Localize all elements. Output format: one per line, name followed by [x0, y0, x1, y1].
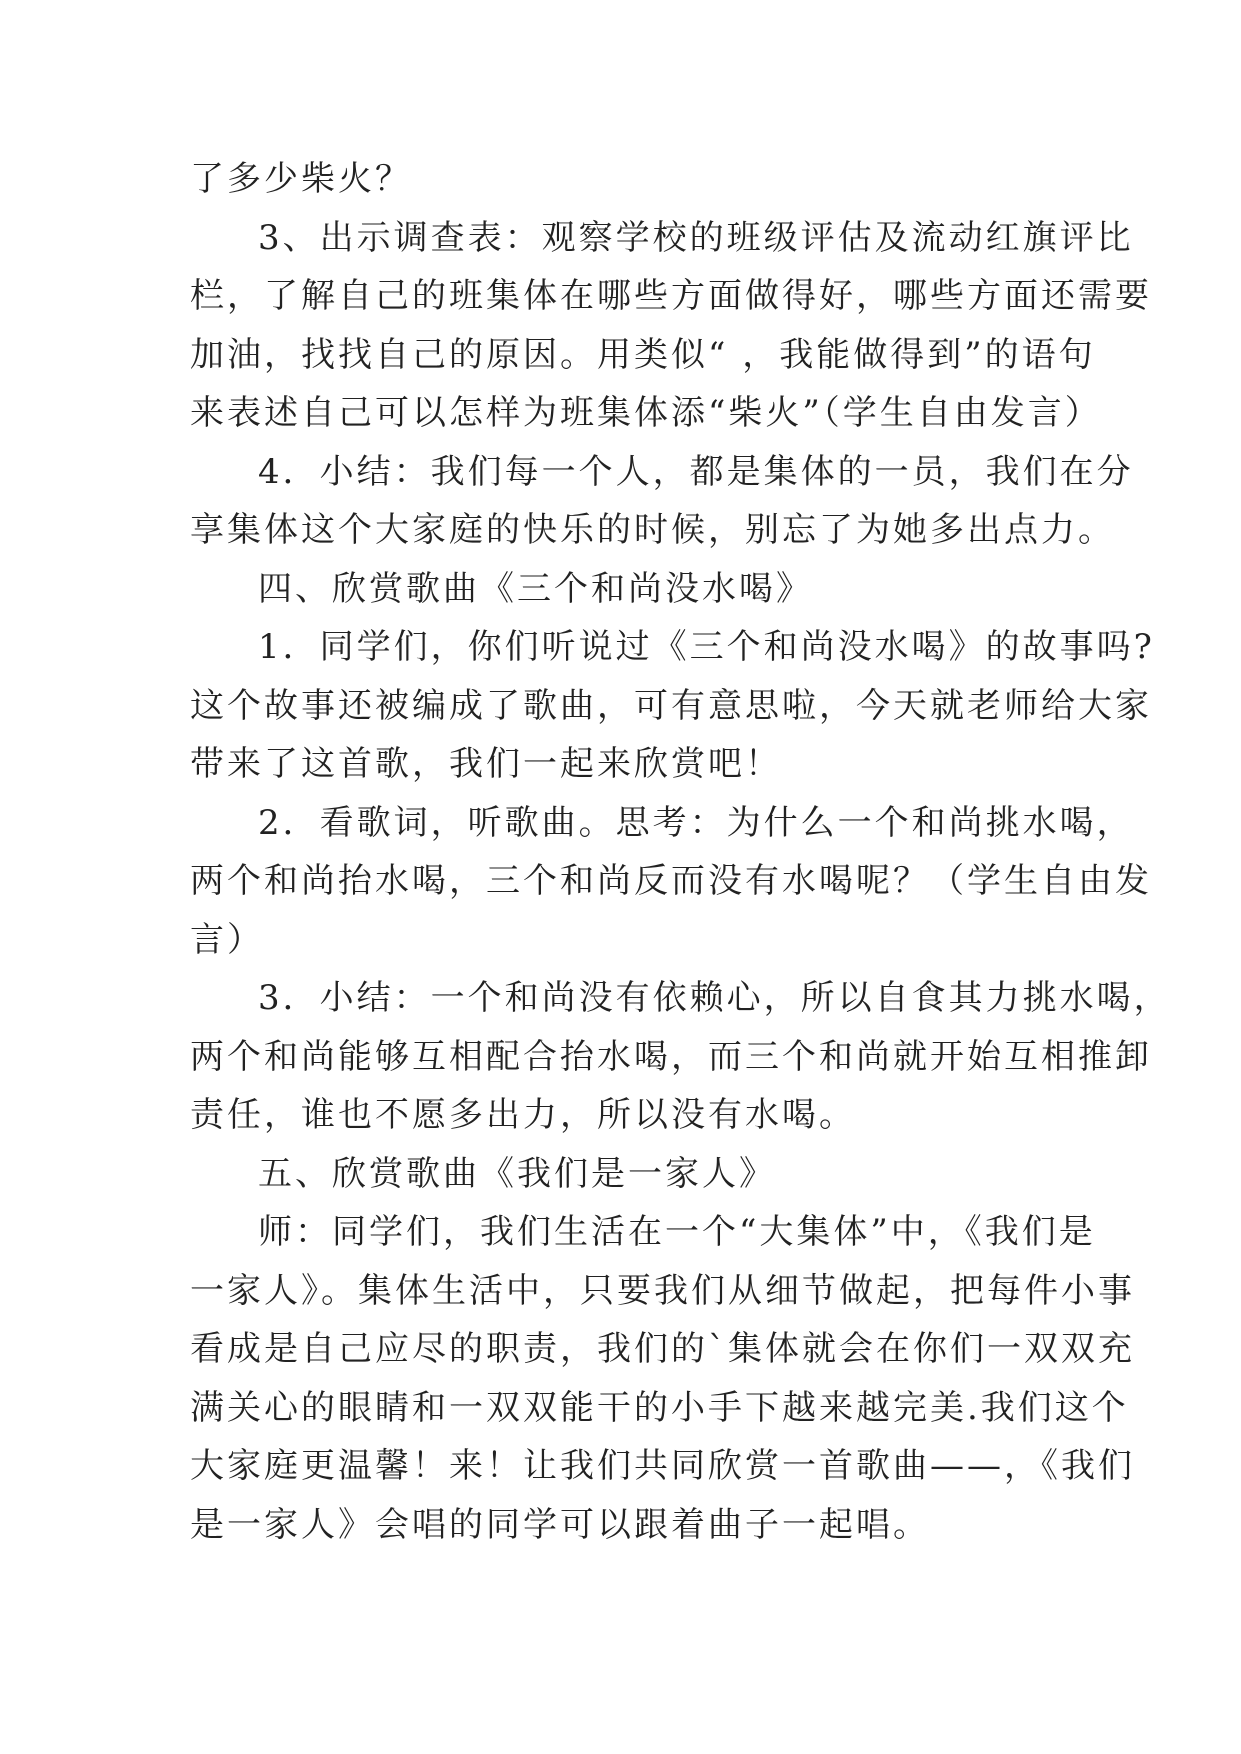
text-line: 是一家人》会唱的同学可以跟着曲子一起唱。 — [190, 1504, 930, 1545]
text-line: 栏，了解自己的班集体在哪些方面做得好，哪些方面还需要 — [190, 276, 1152, 316]
text-line: 2．看歌词，听歌曲。思考：为什么一个和尚挑水喝， — [258, 802, 1134, 843]
text-line: 带来了这首歌，我们一起来欣赏吧！ — [190, 744, 782, 784]
text-line: 两个和尚能够互相配合抬水喝，而三个和尚就开始互相推卸 — [190, 1036, 1152, 1077]
text-line: 大家庭更温馨！来！让我们共同欣赏一首歌曲——，《我们 — [190, 1446, 1135, 1486]
text-line: 五、欣赏歌曲《我们是一家人》 — [258, 1153, 776, 1194]
text-line: 师：同学们，我们生活在一个“大集体”中，《我们是 — [258, 1212, 1096, 1252]
text-line: 言） — [190, 919, 264, 960]
text-line: 加油，找找自己的原因。用类似“ ，我能做得到”的语句 — [190, 334, 1096, 375]
text-line: 两个和尚抬水喝，三个和尚反而没有水喝呢？（学生自由发 — [190, 861, 1152, 901]
text-line: 一家人》。集体生活中，只要我们从细节做起，把每件小事 — [190, 1270, 1135, 1311]
text-line: 满关心的眼睛和一双双能干的小手下越来越完美.我们这个 — [190, 1387, 1129, 1428]
text-line: 享集体这个大家庭的快乐的时候，别忘了为她多出点力。 — [190, 510, 1115, 550]
text-line: 责任，谁也不愿多出力，所以没有水喝。 — [190, 1095, 856, 1135]
text-line: 看成是自己应尽的职责，我们的`集体就会在你们一双双充 — [190, 1329, 1135, 1369]
text-line: 四、欣赏歌曲《三个和尚没水喝》 — [258, 568, 813, 609]
text-line: 4．小结：我们每一个人，都是集体的一员，我们在分 — [258, 451, 1134, 492]
text-line: 3．小结：一个和尚没有依赖心，所以自食其力挑水喝， — [258, 978, 1171, 1018]
text-line: 这个故事还被编成了歌曲，可有意思啦，今天就老师给大家 — [190, 685, 1152, 726]
document-body — [190, 150, 1171, 1554]
text-line: 3、出示调查表：观察学校的班级评估及流动红旗评比 — [258, 217, 1134, 258]
text-line: 1．同学们，你们听说过《三个和尚没水喝》的故事吗? — [258, 627, 1155, 667]
text-line: 来表述自己可以怎样为班集体添“柴火”（学生自由发言） — [190, 393, 1102, 433]
text-line: 了多少柴火？ — [190, 159, 412, 199]
